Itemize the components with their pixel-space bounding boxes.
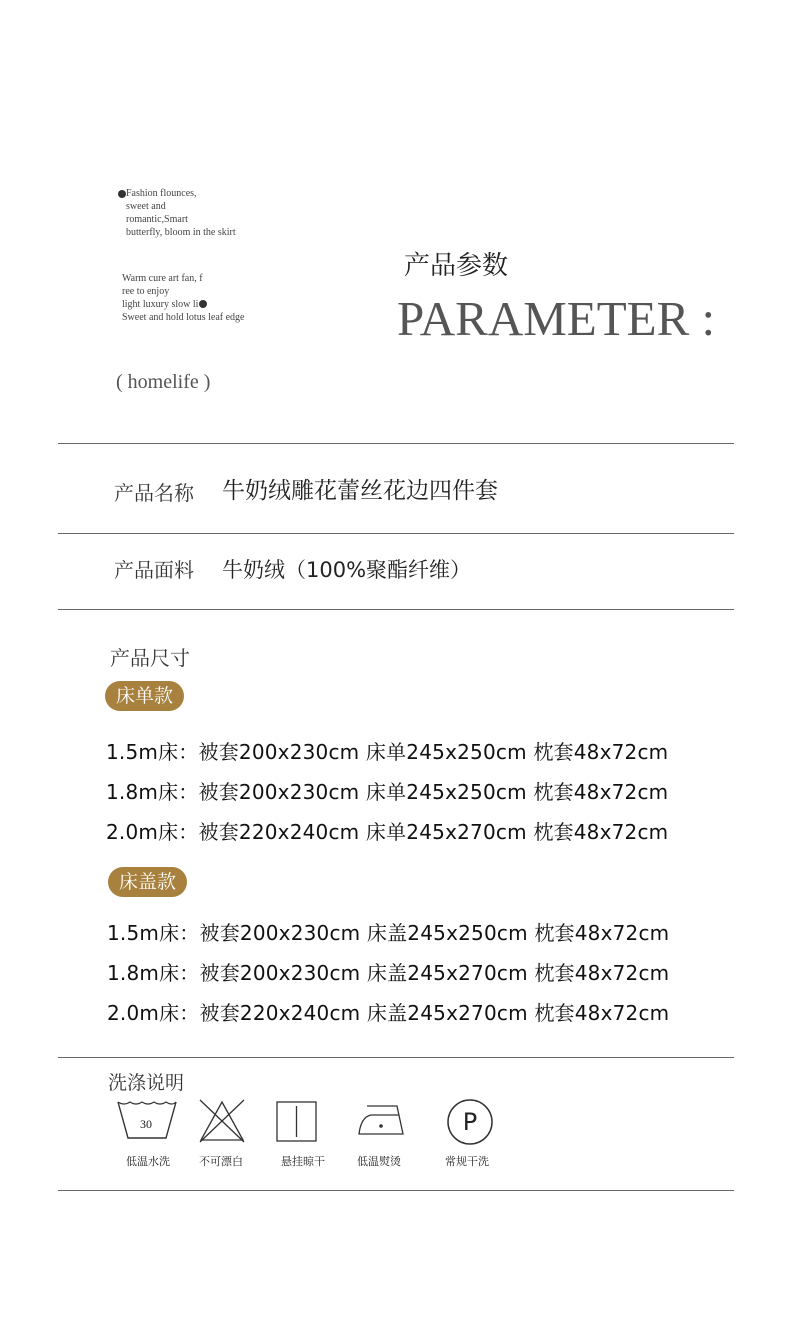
dry-clean-letter: P [462,1108,478,1136]
care-label-dry-clean: 常规干洗 [445,1155,489,1168]
intro-a-line: butterfly, bloom in the skirt [126,227,236,238]
page-title-cn: 产品参数 [404,251,509,281]
size-row: 1.8m床：被套200x230cm 床单245x250cm 枕套48x72cm [106,780,669,804]
intro-b-line: light luxury slow li [122,299,199,310]
intro-a-line: Fashion flounces, [126,188,197,199]
divider [58,1190,734,1191]
divider [58,443,734,444]
product-fabric-value: 牛奶绒（100%聚酯纤维） [222,558,472,582]
intro-b-line: ree to enjoy [122,286,170,297]
intro-text-b [122,272,244,324]
intro-b-line: Warm cure art fan, f [122,273,203,284]
iron-icon [357,1103,405,1137]
dry-clean-icon [446,1098,494,1146]
care-label-wash: 低温水洗 [126,1155,170,1168]
divider [58,1057,734,1058]
product-name-value: 牛奶绒雕花蕾丝花边四件套 [222,478,498,504]
care-label-iron: 低温熨烫 [357,1155,401,1168]
size-row: 1.8m床：被套200x230cm 床盖245x270cm 枕套48x72cm [107,961,670,985]
page-title-en: PARAMETER : [397,291,716,346]
size-row: 2.0m床：被套220x240cm 床单245x270cm 枕套48x72cm [106,820,669,844]
size-row: 2.0m床：被套220x240cm 床盖245x270cm 枕套48x72cm [107,1001,670,1025]
line-dry-icon [276,1101,318,1143]
care-label-no-bleach: 不可漂白 [199,1155,243,1168]
divider [58,533,734,534]
no-bleach-icon [197,1098,247,1144]
wash-temp-text: 30 [140,1117,152,1131]
care-title: 洗涤说明 [108,1072,185,1094]
cover-style-badge: 床盖款 [108,867,187,897]
bullet-dot-icon [199,300,207,308]
divider [58,609,734,610]
intro-text-a [126,187,236,239]
size-row: 1.5m床：被套200x230cm 床单245x250cm 枕套48x72cm [106,740,669,764]
size-row: 1.5m床：被套200x230cm 床盖245x250cm 枕套48x72cm [107,921,670,945]
intro-a-line: romantic,Smart [126,214,188,225]
product-size-label: 产品尺寸 [110,646,190,670]
bullet-dot-icon [118,190,126,198]
product-fabric-label: 产品面料 [114,558,194,582]
tagline: ( homelife ) [116,371,211,393]
care-label-line-dry: 悬挂晾干 [281,1155,325,1168]
intro-a-line: sweet and [126,201,166,212]
sheet-style-badge: 床单款 [105,681,184,711]
wash-tub-icon [116,1100,178,1142]
intro-b-line: Sweet and hold lotus leaf edge [122,312,245,323]
product-name-label: 产品名称 [114,481,194,505]
